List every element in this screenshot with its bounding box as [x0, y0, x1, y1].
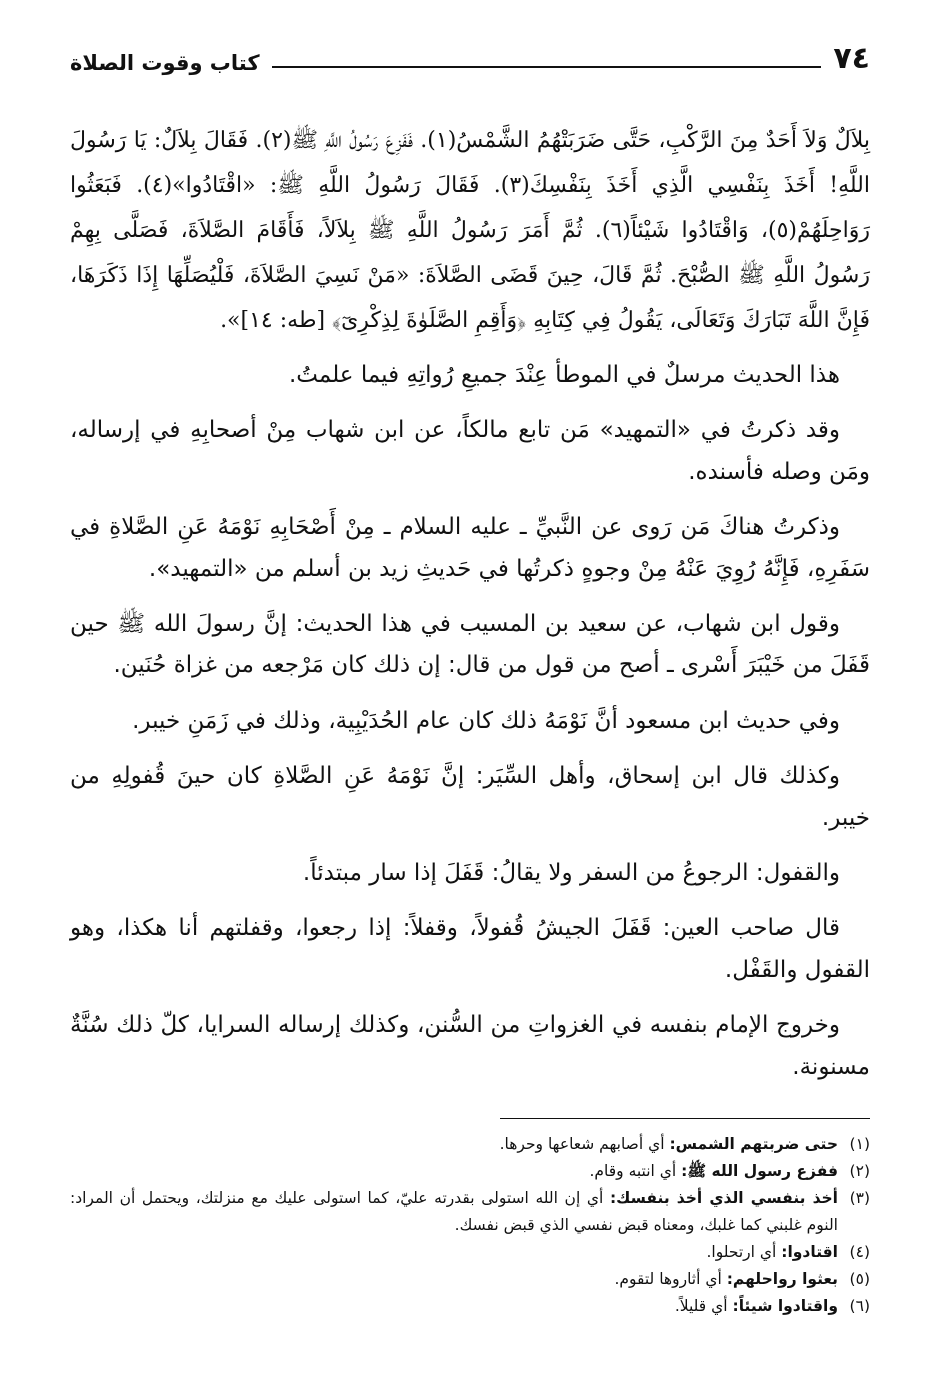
footnote-term: واقتادوا شيئاً: — [732, 1297, 838, 1316]
footnote-text: أي إن الله استولى بقدرته عليّ، كما استولى عليك مع منزلتك، ويحتمل أن المراد: النوم غلبني كما غلبك، ومعناه قبض نفسي الذي قبض نفسك. — [70, 1189, 838, 1235]
footnote-term: اقتادوا: — [781, 1243, 838, 1262]
footnote-term: أخذ بنفسي الذي أخذ بنفسك: — [609, 1189, 839, 1208]
footnote-item — [70, 1239, 870, 1266]
commentary-paragraph: والقفول: الرجوعُ من السفر ولا يقالُ: قَفَلَ إذا سار مبتدئاً. — [302, 860, 840, 887]
footnote-text: أي ارتحلوا. — [706, 1243, 777, 1262]
footnote-text: أي قليلاً. — [674, 1297, 728, 1316]
footnote-text: أي انتبه وقام. — [589, 1162, 677, 1181]
footnote-number: (٦) — [849, 1297, 870, 1316]
commentary-paragraph: وذكرتُ هناكَ مَن رَوى عن النَّبيِّ ـ عليه السلام ـ مِنْ أَصْحَابِهِ نَوْمَهُ عَنِ الصَّلاةِ في سَفَرِهِ، فَإِنَّهُ رُوِيَ عَنْهُ مِنْ وجوهٍ ذكرتُها في حَديثِ زيد بن أسلم من «التمهيد». — [70, 514, 870, 582]
commentary-paragraph: وفي حديث ابن مسعود أنَّ نَوْمَهُ ذلك كان عام الحُدَيْبِية، وذلك في زَمَنِ خيبر. — [132, 707, 840, 734]
footnote-item — [70, 1266, 870, 1293]
chapter-title: كتاب وقوت الصلاة — [70, 51, 260, 75]
running-header — [70, 36, 870, 74]
commentary-paragraph: وقول ابن شهاب، عن سعيد بن المسيب في هذا الحديث: إنَّ رسولَ الله ﷺ حين قَفَلَ من خَيْبَرَ أَسْرى ـ أصح من قول من قال: إن ذلك كان مَرْجعه من غزاة حُنَين. — [70, 611, 870, 679]
commentary-paragraph: قال صاحب العين: قَفَلَ الجيشُ قُفولاً، وقفلاً: إذا رجعوا، وقفلتهم أنا هكذا، وهو القفول والقَفْل. — [70, 915, 870, 983]
footnote-term: ففزع رسول الله ﷺ: — [681, 1162, 838, 1181]
commentary-paragraph: هذا الحديث مرسلٌ في الموطأ عِنْدَ جميعِ رُواتِهِ فيما علمتُ. — [289, 362, 840, 388]
footnote-text: أي أثاروها لتقوم. — [614, 1270, 722, 1289]
page-number: ٧٤ — [833, 41, 870, 76]
footnote-number: (٥) — [849, 1270, 870, 1289]
footnote-number: (٢) — [849, 1162, 870, 1181]
footnote-item — [70, 1185, 870, 1239]
footnote-text: أي أصابهم شعاعها وحرها. — [499, 1135, 665, 1154]
footnote-item — [70, 1131, 870, 1158]
commentary-paragraph: وخروج الإمام بنفسه في الغزواتِ من السُّنن، وكذلك إرساله السرايا، كلّ ذلك سُنَّةٌ مسنونة. — [70, 1012, 870, 1080]
footnote-item — [70, 1293, 870, 1320]
footnote-separator — [500, 1118, 870, 1119]
footnote-item — [70, 1158, 870, 1185]
footnote-term: حتى ضربتهم الشمس: — [669, 1135, 838, 1154]
commentary-paragraph: وقد ذكرتُ في «التمهيد» مَن تابع مالكاً، عن ابن شهاب مِنْ أصحابِهِ في إرساله، ومَن وصله فأسنده. — [70, 417, 870, 485]
footnote-number: (١) — [849, 1135, 870, 1154]
footnote-number: (٤) — [849, 1243, 870, 1262]
book-page — [70, 36, 870, 1356]
footnote-number: (٣) — [849, 1189, 871, 1208]
footnote-term: بعثوا رواحلهم: — [726, 1270, 838, 1289]
footnotes-list — [70, 1131, 870, 1320]
commentary-paragraph: وكذلك قال ابن إسحاق، وأهل السِّيَر: إنَّ نَوْمَهُ عَنِ الصَّلاةِ كان حينَ قُفولِهِ من خيبر. — [70, 763, 870, 831]
hadith-paragraph: بِلاَلٌ وَلاَ أَحَدٌ مِنَ الرَّكْبِ، حَتَّى ضَرَبَتْهُمُ الشَّمْسُ(١). فَفَزِعَ رَسُولُ اللَّهِ ﷺ(٢). فَقَالَ بِلاَلٌ: يَا رَسُولَ اللَّهِ! أَخَذَ بِنَفْسِي الَّذِي أَخَذَ بِنَفْسِكَ(٣). فَقَالَ رَسُولُ اللَّهِ ﷺ: «اقْتَادُوا»(٤). فَبَعَثُوا رَوَاحِلَهُمْ(٥)، وَاقْتَادُوا شَيْئاً(٦). ثُمَّ أَمَرَ رَسُولُ اللَّهِ ﷺ بِلاَلاً، فَأَقَامَ الصَّلاَةَ، فَصَلَّى بِهِمْ رَسُولُ اللَّهِ ﷺ الصُّبْحَ. ثُمَّ قَالَ، حِينَ قَضَى الصَّلاَةَ: «مَنْ نَسِيَ الصَّلاَةَ، فَلْيُصَلِّهَا إِذَا ذَكَرَهَا، فَإِنَّ اللَّهَ تَبَارَكَ وَتَعَالَى، يَقُولُ فِي كِتَابِهِ ﴿وَأَقِمِ الصَّلَوٰةَ لِذِكْرِىٓ﴾ [طه: ١٤]». — [70, 128, 871, 333]
header-rule — [272, 66, 822, 68]
body-text — [70, 118, 870, 1088]
